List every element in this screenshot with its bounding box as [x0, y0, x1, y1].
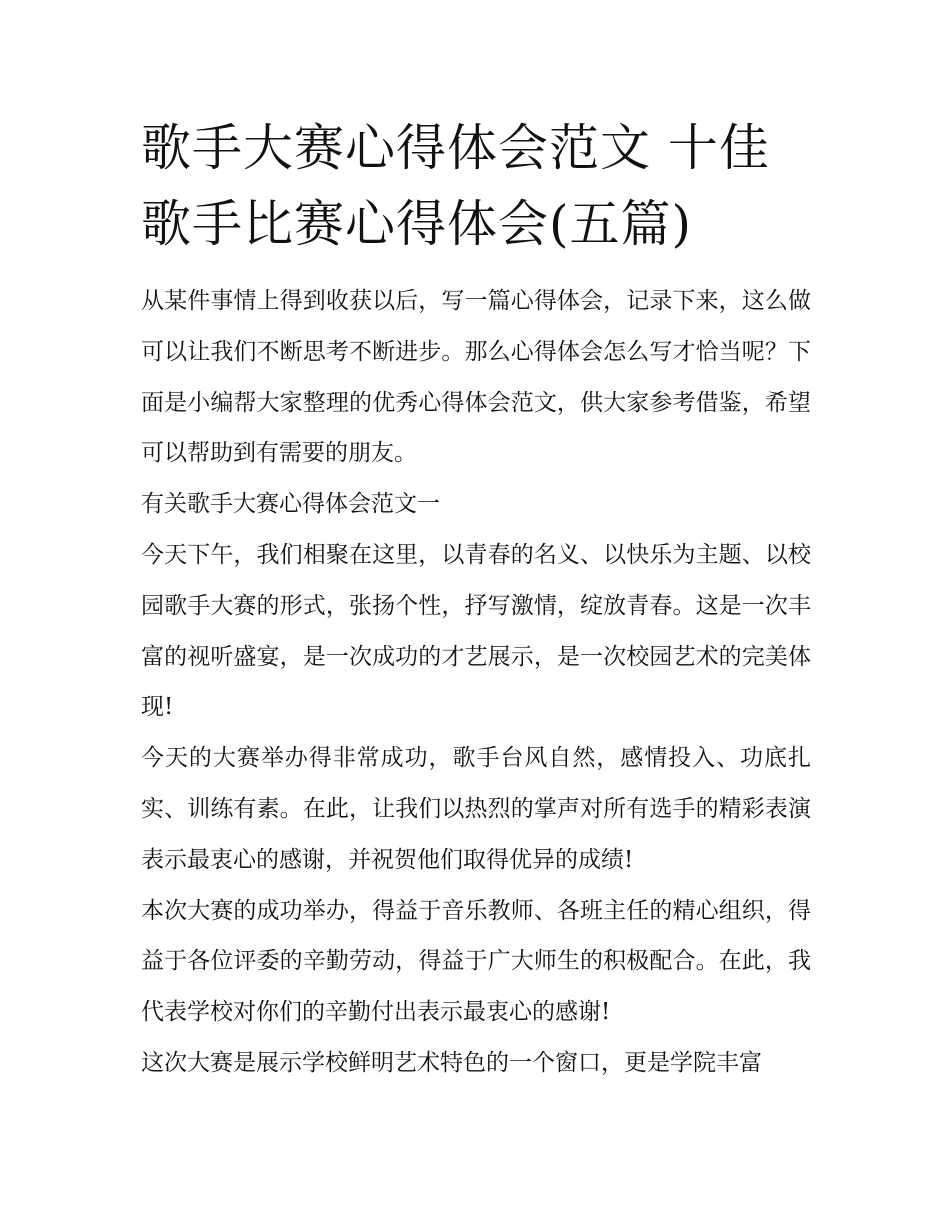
document-page: [141, 110, 811, 1089]
body-paragraph: 今天下午，我们相聚在这里，以青春的名义、以快乐为主题、以校园歌手大赛的形式，张扬个性，抒写激情，绽放青春。这是一次丰富的视听盛宴，是一次成功的才艺展示，是一次校园艺术的完美体现!: [141, 541, 811, 721]
body-paragraph: 今天的大赛举办得非常成功，歌手台风自然，感情投入、功底扎实、训练有素。在此，让我们以热烈的掌声对所有选手的精彩表演表示最衷心的感谢，并祝贺他们取得优异的成绩!: [141, 745, 811, 873]
intro-paragraph: 从某件事情上得到收获以后，写一篇心得体会，记录下来，这么做可以让我们不断思考不断进步。那么心得体会怎么写才恰当呢？下面是小编帮大家整理的优秀心得体会范文，供大家参考借鉴，希望可以帮助到有需要的朋友。: [141, 288, 811, 467]
document-title: 歌手大赛心得体会范文 十佳歌手比赛心得体会(五篇): [141, 119, 770, 253]
body-paragraph: 本次大赛的成功举办，得益于音乐教师、各班主任的精心组织，得益于各位评委的辛勤劳动，得益于广大师生的积极配合。在此，我代表学校对你们的辛勤付出表示最衷心的感谢!: [141, 897, 811, 1026]
body-paragraph: 这次大赛是展示学校鲜明艺术特色的一个窗口，更是学院丰富: [141, 1049, 762, 1076]
section-heading: 有关歌手大赛心得体会范文一: [141, 491, 440, 518]
